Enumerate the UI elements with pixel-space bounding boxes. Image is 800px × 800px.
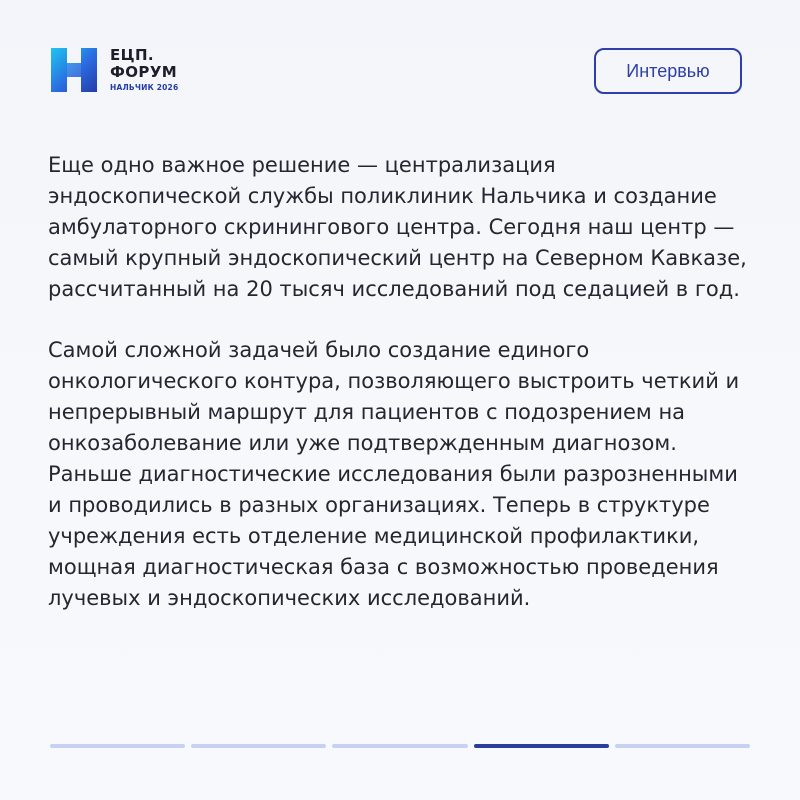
interview-tag-button[interactable] <box>594 48 742 94</box>
paragraph-2: Самой сложной задачей было создание единого онкологического контура, позволяющего выстроить четкий и непрерывный маршрут для пациентов с подозрением на онкозаболевание или уже подтвержденным диагнозом. Раньше диагностические исследования были разрозненными и проводились в разных организациях. Теперь в структуре учреждения есть отделение медицинской профилактики, мощная диагностическая база с возможностью проведения лучевых и эндоскопических исследований. <box>48 338 740 610</box>
forum-logo <box>48 46 178 94</box>
carousel-progress <box>50 744 750 748</box>
logo-text <box>110 48 178 92</box>
header <box>0 0 800 120</box>
logo-title-line2: ФОРУМ <box>110 63 178 82</box>
progress-segment-2[interactable] <box>191 744 326 748</box>
paragraph-1: Еще одно важное решение — централизация эндоскопической службы поликлиник Нальчика и создание амбулаторного скринингового центра. Сегодня наш центр — самый крупный эндоскопический центр на Северном Кавказе, рассчитанный на 20 тысяч исследований под седацией в год. <box>48 153 747 301</box>
progress-segment-1[interactable] <box>50 744 185 748</box>
interview-tag-label: Интервью <box>626 60 710 81</box>
article-content <box>48 150 753 614</box>
n-logo-icon <box>48 46 100 94</box>
progress-segment-3[interactable] <box>332 744 467 748</box>
progress-segment-5[interactable] <box>615 744 750 748</box>
logo-subtitle: НАЛЬЧИК 2026 <box>110 83 179 93</box>
logo-title-line1: ЕЦП. <box>110 46 155 65</box>
progress-segment-4-active[interactable] <box>474 744 609 748</box>
